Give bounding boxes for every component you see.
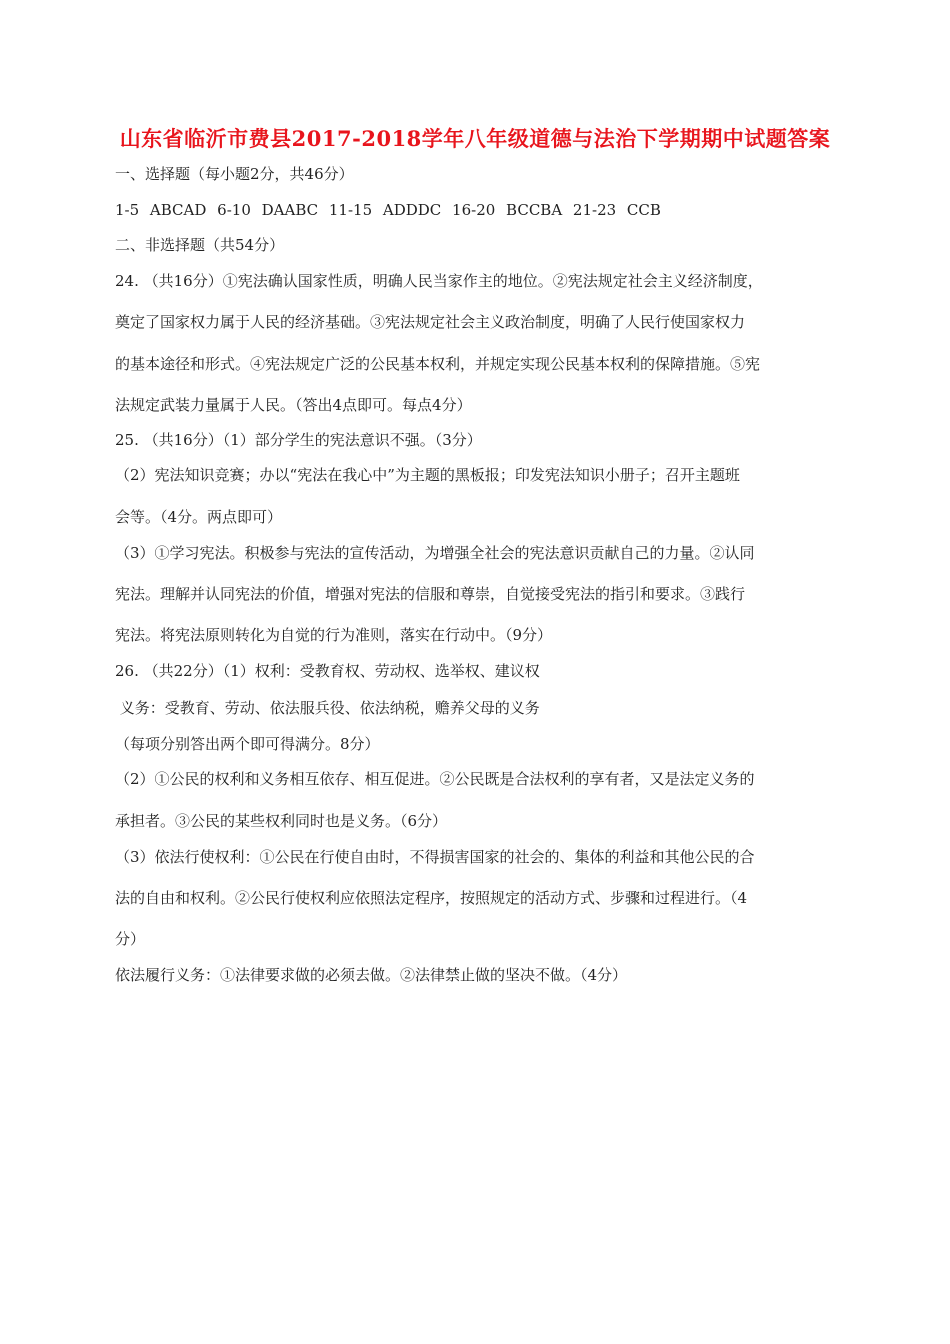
q26-line-6: （3）依法行使权利：①公民在行使自由时，不得损害国家的社会的、集体的利益和其他公民的合 <box>115 848 755 866</box>
q24-line-4: 法规定武装力量属于人民。（答出4点即可。每点4分） <box>115 396 472 414</box>
q24-line-2: 奠定了国家权力属于人民的经济基础。③宪法规定社会主义政治制度，明确了人民行使国家权力 <box>115 313 746 331</box>
q25-line-4: （3）①学习宪法。积极参与宪法的宣传活动，为增强全社会的宪法意识贡献自己的力量。②认同 <box>115 544 755 562</box>
section-1-heading: 一、选择题（每小题2分，共46分） <box>115 165 354 183</box>
section-2-heading: 二、非选择题（共54分） <box>115 236 285 254</box>
q24-line-3: 的基本途径和形式。④宪法规定广泛的公民基本权利，并规定实现公民基本权利的保障措施。⑤宪 <box>115 355 761 373</box>
q25-line-6: 宪法。将宪法原则转化为自觉的行为准则，落实在行动中。（9分） <box>115 626 553 644</box>
q26-line-1: 26. （共22分）（1）权利：受教育权、劳动权、选举权、建议权 <box>115 662 540 680</box>
q25-line-5: 宪法。理解并认同宪法的价值，增强对宪法的信服和尊崇，自觉接受宪法的指引和要求。③践行 <box>115 585 746 603</box>
q25-line-1: 25. （共16分）（1）部分学生的宪法意识不强。（3分） <box>115 431 482 449</box>
q26-line-2: 义务：受教育、劳动、依法服兵役、依法纳税，赡养父母的义务 <box>115 699 540 717</box>
q26-line-7: 法的自由和权利。②公民行使权利应依照法定程序，按照规定的活动方式、步骤和过程进行。（4 <box>115 889 748 907</box>
q24-line-1: 24. （共16分）①宪法确认国家性质，明确人民当家作主的地位。②宪法规定社会主义经济制度， <box>115 272 763 290</box>
choice-answers: 1-5 ABCAD 6-10 DAABC 11-15 ADDDC 16-20 BCCBA 21-23 CCB <box>115 201 661 219</box>
q26-line-5: 承担者。③公民的某些权利同时也是义务。（6分） <box>115 812 448 830</box>
q26-line-3: （每项分别答出两个即可得满分。8分） <box>115 735 380 753</box>
q26-line-9: 依法履行义务：①法律要求做的必须去做。②法律禁止做的坚决不做。（4分） <box>115 966 628 984</box>
q26-line-8: 分） <box>115 930 146 948</box>
document-title: 山东省临沂市费县2017-2018学年八年级道德与法治下学期期中试题答案 <box>119 126 831 151</box>
q26-line-4: （2）①公民的权利和义务相互依存、相互促进。②公民既是合法权利的享有者，又是法定义务的 <box>115 770 755 788</box>
q25-line-3: 会等。（4分。两点即可） <box>115 508 283 526</box>
q25-line-2: （2）宪法知识竞赛；办以“宪法在我心中”为主题的黑板报；印发宪法知识小册子；召开主题班 <box>115 466 740 484</box>
